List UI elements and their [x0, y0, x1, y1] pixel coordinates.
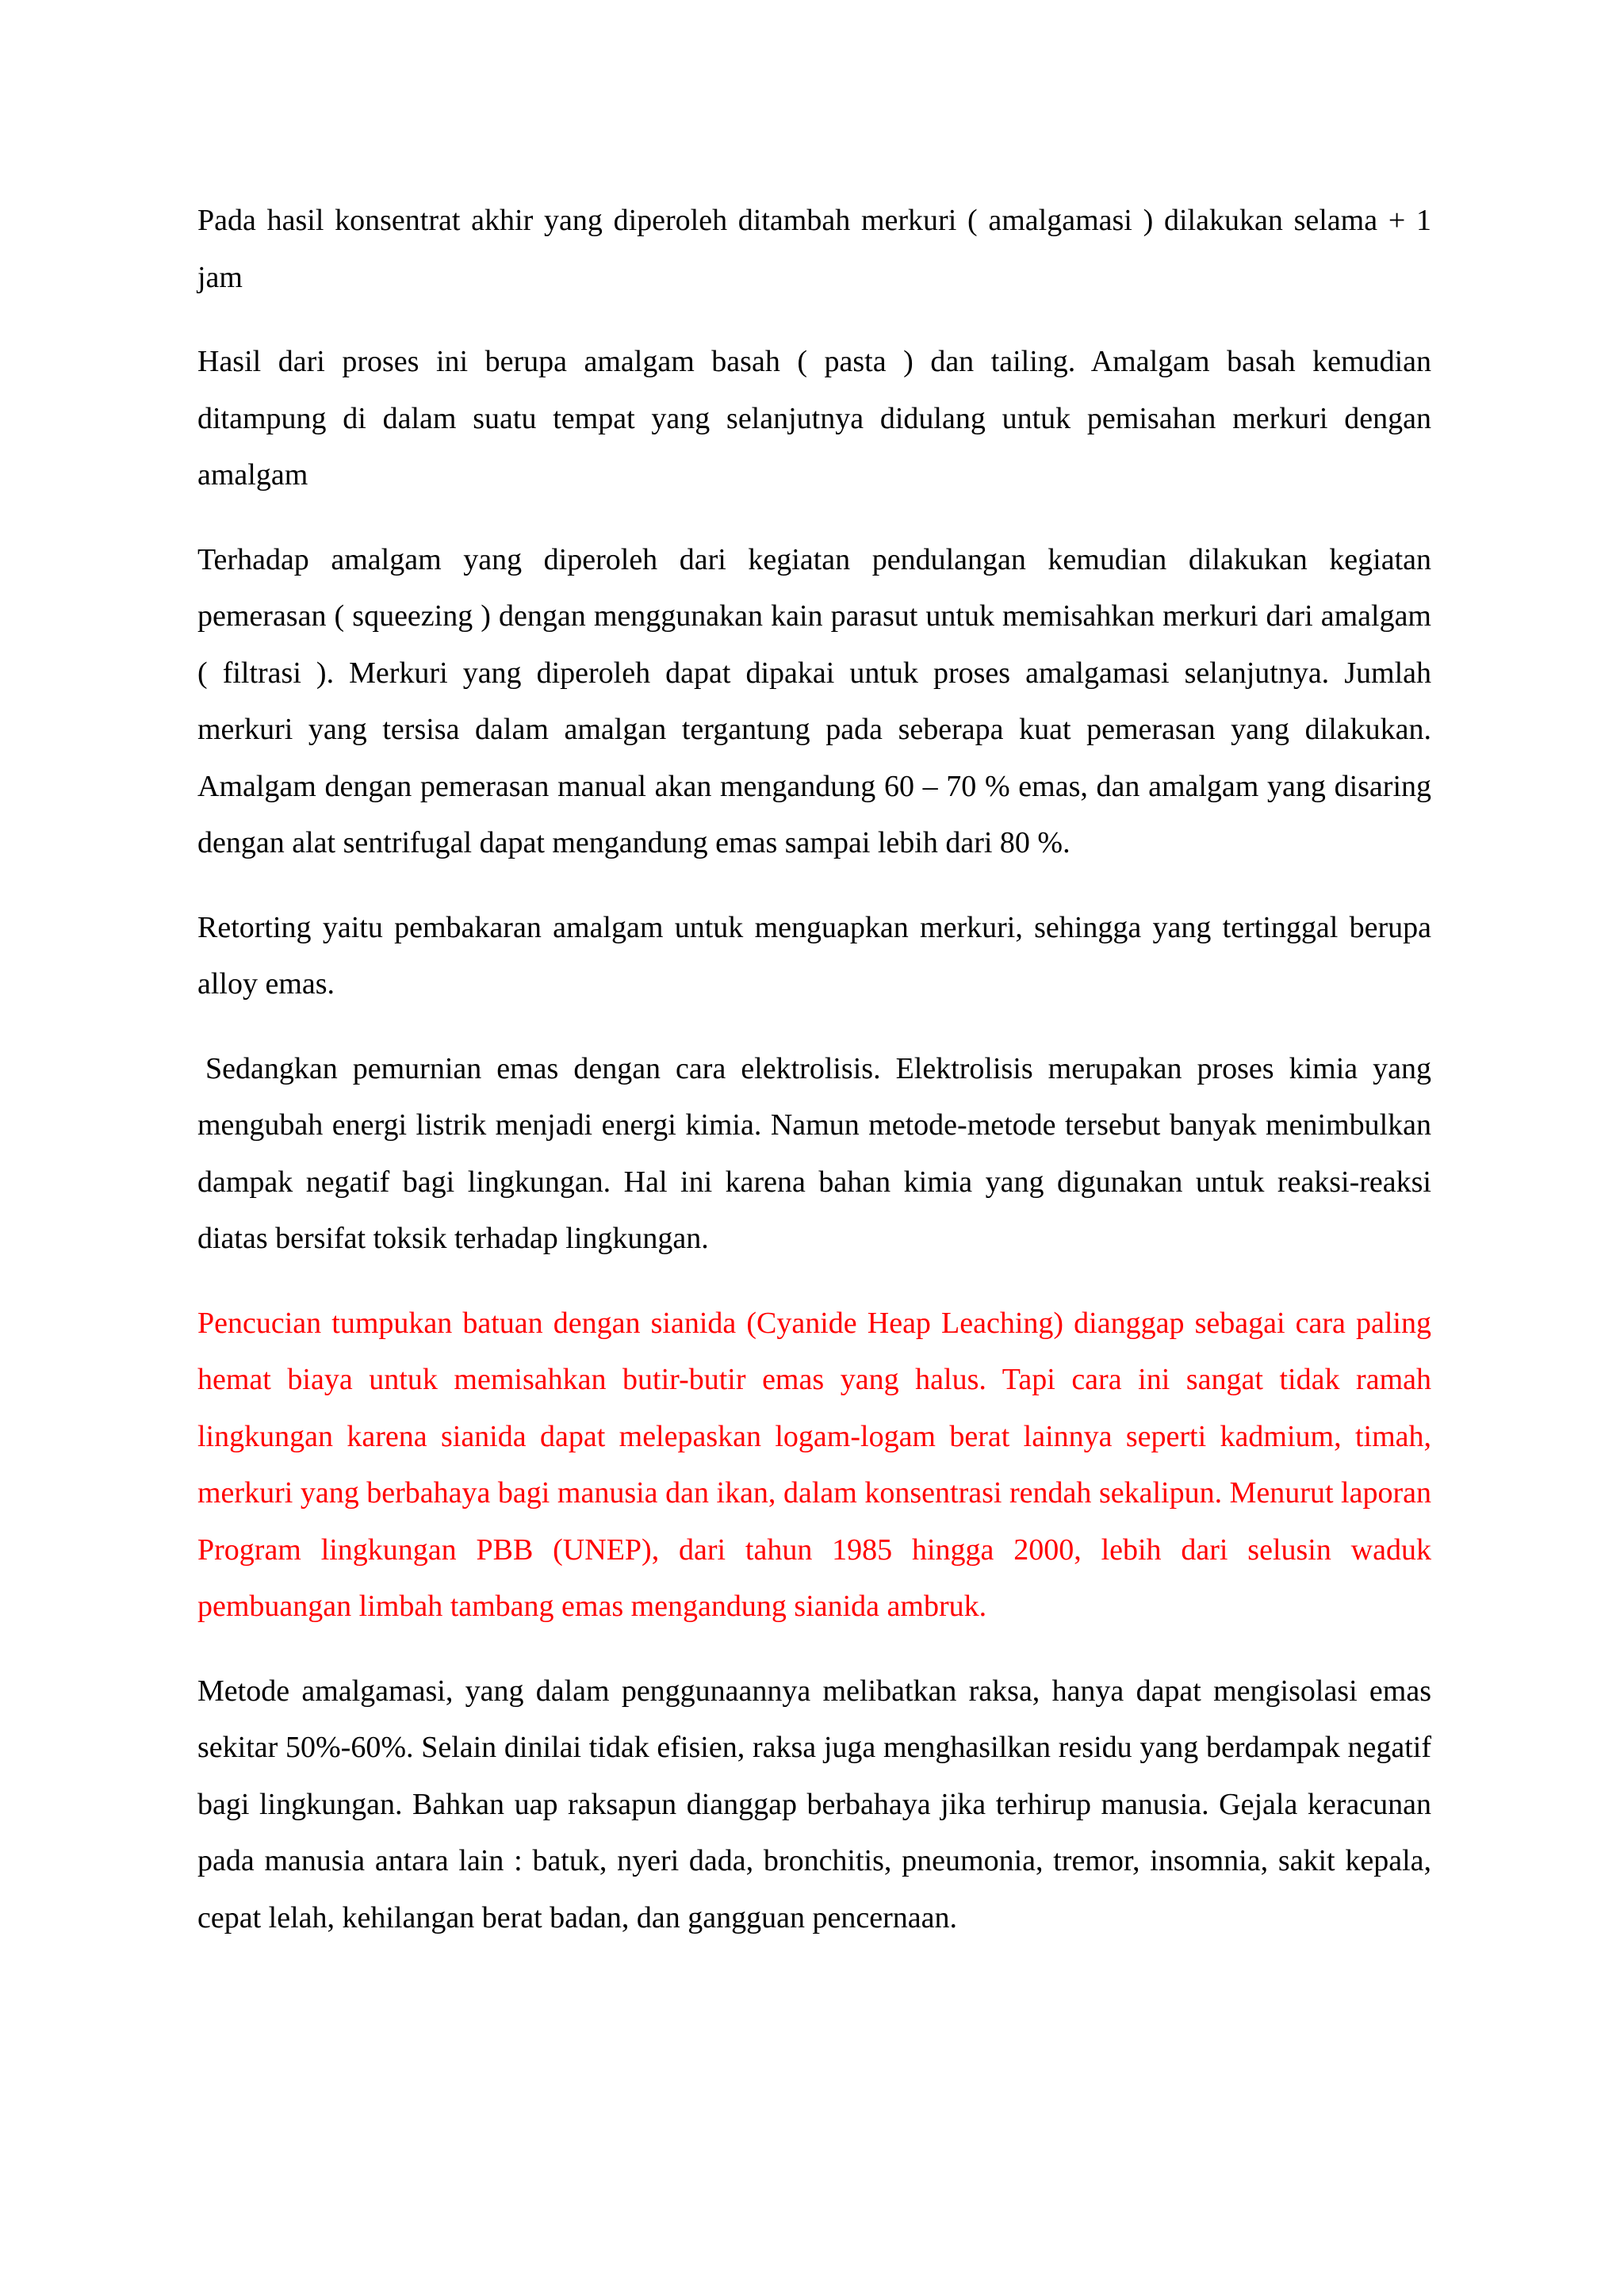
paragraph-retorting: Retorting yaitu pembakaran amalgam untuk menguapkan merkuri, sehingga yang tertinggal berupa alloy emas.: [197, 910, 1431, 1001]
document-body: [197, 193, 1431, 1974]
paragraph-electrolysis: Sedangkan pemurnian emas dengan cara elektrolisis. Elektrolisis merupakan proses kimia yang mengubah energi listrik menjadi energi kimia. Namun metode-metode tersebut banyak menimbulkan dampak negatif bagi lingkungan. Hal ini karena bahan kimia yang digunakan untuk reaksi-reaksi diatas bersifat toksik terhadap lingkungan.: [197, 1051, 1431, 1255]
paragraph-amalgamation-method: Metode amalgamasi, yang dalam penggunaannya melibatkan raksa, hanya dapat mengisolasi emas sekitar 50%-60%. Selain dinilai tidak efisien, raksa juga menghasilkan residu yang berdampak negatif bagi lingkungan. Bahkan uap raksapun dianggap berbahaya jika terhirup manusia. Gejala keracunan pada manusia antara lain : batuk, nyeri dada, bronchitis, pneumonia, tremor, insomnia, sakit kepala, cepat lelah, kehilangan berat badan, dan gangguan pencernaan.: [197, 1674, 1431, 1934]
paragraph-amalgamation-step: Pada hasil konsentrat akhir yang diperoleh ditambah merkuri ( amalgamasi ) dilakukan selama + 1 jam: [197, 204, 1431, 294]
paragraph-cyanide-leaching-highlight: Pencucian tumpukan batuan dengan sianida (Cyanide Heap Leaching) dianggap sebagai cara paling hemat biaya untuk memisahkan butir-butir emas yang halus. Tapi cara ini sangat tidak ramah lingkungan karena sianida dapat melepaskan logam-logam berat lainnya seperti kadmium, timah, merkuri yang berbahaya bagi manusia dan ikan, dalam konsentrasi rendah sekalipun. Menurut laporan Program lingkungan PBB (UNEP), dari tahun 1985 hingga 2000, lebih dari selusin waduk pembuangan limbah tambang emas mengandung sianida ambruk.: [197, 1306, 1431, 1623]
paragraph-amalgam-result: Hasil dari proses ini berupa amalgam basah ( pasta ) dan tailing. Amalgam basah kemudian ditampung di dalam suatu tempat yang selanjutnya didulang untuk pemisahan merkuri dengan amalgam: [197, 345, 1431, 492]
paragraph-squeezing: Terhadap amalgam yang diperoleh dari kegiatan pendulangan kemudian dilakukan kegiatan pemerasan ( squeezing ) dengan menggunakan kain parasut untuk memisahkan merkuri dari amalgam ( filtrasi ). Merkuri yang diperoleh dapat dipakai untuk proses amalgamasi selanjutnya. Jumlah merkuri yang tersisa dalam amalgan tergantung pada seberapa kuat pemerasan yang dilakukan. Amalgam dengan pemerasan manual akan mengandung 60 – 70 % emas, dan amalgam yang disaring dengan alat sentrifugal dapat mengandung emas sampai lebih dari 80 %.: [197, 542, 1431, 859]
